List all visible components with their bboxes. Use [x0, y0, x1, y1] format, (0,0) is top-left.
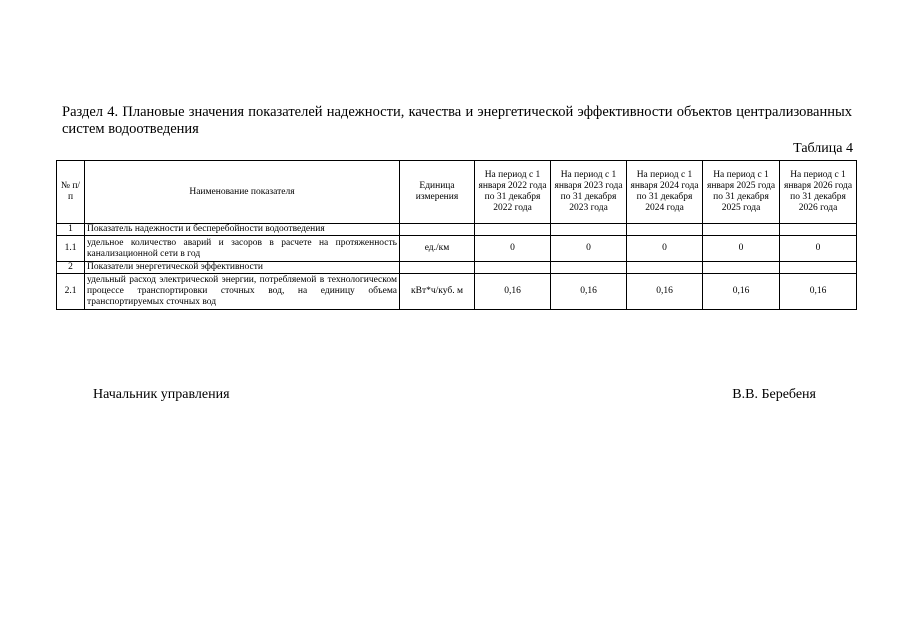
section-num: 1	[57, 224, 85, 236]
indicators-table	[56, 160, 857, 310]
section-title: Показатели энергетической эффективности	[85, 262, 400, 274]
header-period-2023: На период с 1 января 2023 года по 31 декабря 2023 года	[551, 161, 627, 224]
table-row	[57, 274, 857, 310]
row-value-2024: 0,16	[627, 274, 703, 310]
section-title: Показатель надежности и бесперебойности водоотведения	[85, 224, 400, 236]
header-period-2025: На период с 1 января 2025 года по 31 декабря 2025 года	[703, 161, 780, 224]
header-num: № п/п	[57, 161, 85, 224]
row-value-2026: 0	[780, 236, 857, 262]
signature-name: В.В. Беребеня	[732, 387, 816, 402]
row-name: удельное количество аварий и засоров в расчете на протяженность канализационной сети в год	[85, 236, 400, 262]
row-value-2026: 0,16	[780, 274, 857, 310]
row-value-2023: 0	[551, 236, 627, 262]
section-heading: Раздел 4. Плановые значения показателей надежности, качества и энергетической эффективности объектов централизованных систем водоотведения	[62, 104, 852, 137]
row-value-2025: 0	[703, 236, 780, 262]
row-value-2025: 0,16	[703, 274, 780, 310]
row-num: 2.1	[57, 274, 85, 310]
section-num: 2	[57, 262, 85, 274]
section-row	[57, 262, 857, 274]
row-value-2022: 0	[475, 236, 551, 262]
section-row	[57, 224, 857, 236]
signature-position: Начальник управления	[93, 387, 230, 402]
row-value-2022: 0,16	[475, 274, 551, 310]
row-value-2023: 0,16	[551, 274, 627, 310]
row-value-2024: 0	[627, 236, 703, 262]
row-unit: кВт*ч/куб. м	[400, 274, 475, 310]
table-number: Таблица 4	[793, 141, 853, 156]
row-unit: ед./км	[400, 236, 475, 262]
header-period-2026: На период с 1 января 2026 года по 31 декабря 2026 года	[780, 161, 857, 224]
header-unit: Единица измерения	[400, 161, 475, 224]
row-num: 1.1	[57, 236, 85, 262]
table-row	[57, 236, 857, 262]
table-header-row	[57, 161, 857, 224]
row-name: удельный расход электрической энергии, потребляемой в технологическом процессе транспортировки сточных вод, на единицу объема транспортируемых сточных вод	[85, 274, 400, 310]
header-period-2024: На период с 1 января 2024 года по 31 декабря 2024 года	[627, 161, 703, 224]
header-period-2022: На период с 1 января 2022 года по 31 декабря 2022 года	[475, 161, 551, 224]
header-name: Наименование показателя	[85, 161, 400, 224]
